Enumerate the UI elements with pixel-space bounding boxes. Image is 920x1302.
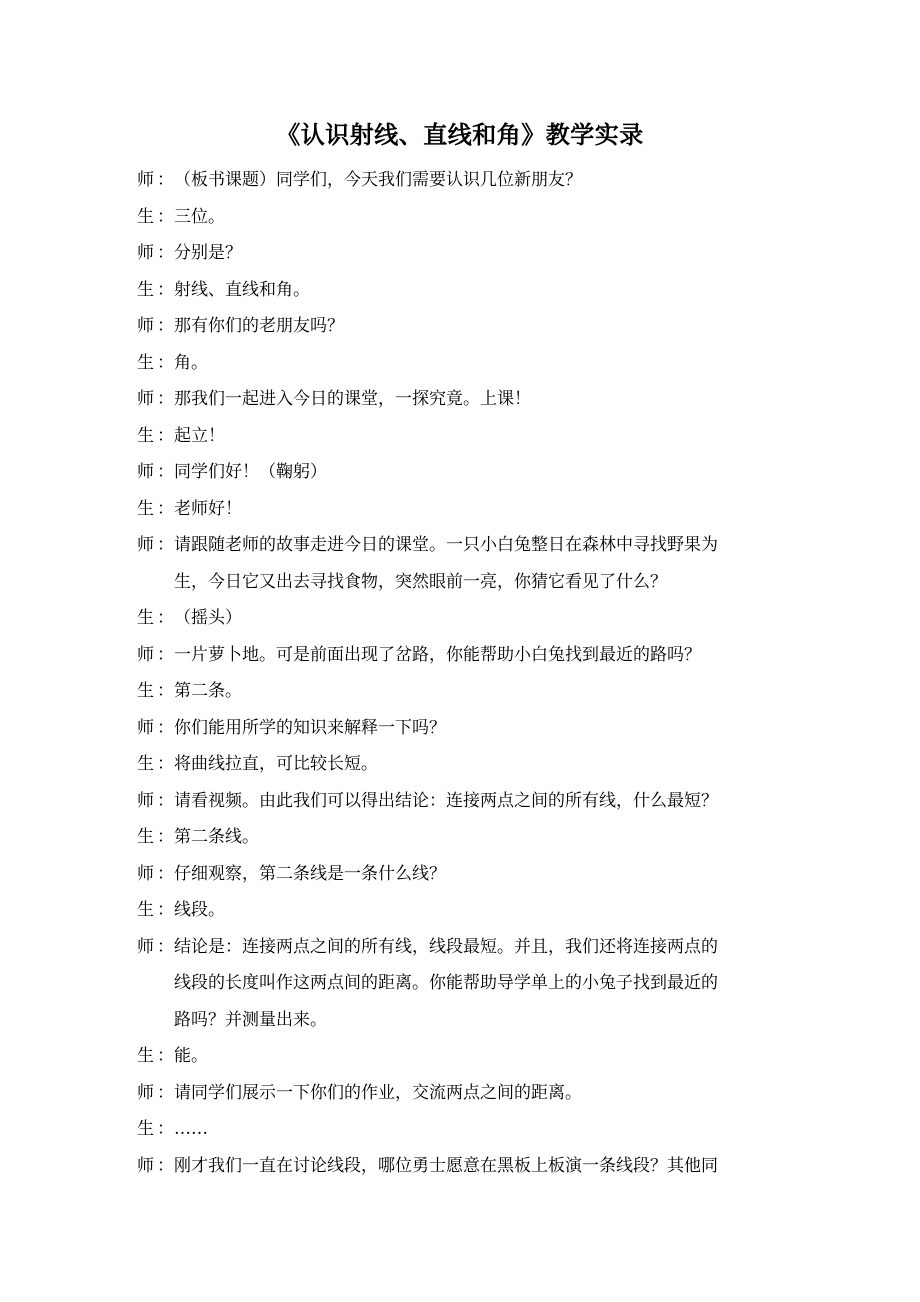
dialogue-line bbox=[137, 746, 777, 783]
utterance-text bbox=[174, 1111, 777, 1148]
utterance-text bbox=[174, 527, 777, 600]
utterance-line: 起立！ bbox=[174, 425, 225, 446]
speaker-colon: ： bbox=[157, 1046, 174, 1066]
dialogue-line bbox=[137, 892, 777, 929]
speaker-colon: ： bbox=[157, 644, 174, 665]
speaker-colon: ： bbox=[157, 352, 174, 373]
speaker-colon: ： bbox=[157, 827, 174, 847]
dialogue-line bbox=[137, 527, 777, 600]
speaker-label: 生 bbox=[137, 681, 154, 701]
speaker-colon: ： bbox=[157, 1082, 174, 1103]
dialogue-body bbox=[137, 162, 777, 1184]
speaker-label: 师 bbox=[137, 936, 154, 957]
utterance-text bbox=[174, 1148, 777, 1185]
utterance-line: 三位。 bbox=[174, 206, 225, 227]
speaker-colon: ： bbox=[157, 279, 174, 300]
speaker-label: 生 bbox=[137, 279, 154, 300]
speaker-label: 师 bbox=[137, 389, 154, 409]
speaker-label: 师 bbox=[137, 316, 154, 336]
utterance-text bbox=[174, 710, 777, 747]
speaker-label: 生 bbox=[137, 827, 154, 847]
dialogue-line bbox=[137, 308, 777, 345]
speaker-label: 生 bbox=[137, 498, 154, 519]
utterance-line: 你们能用所学的知识来解释一下吗？ bbox=[174, 717, 446, 738]
utterance-line: 仔细观察，第二条线是一条什么线？ bbox=[174, 863, 446, 884]
speaker-colon: ： bbox=[157, 462, 174, 482]
speaker-label: 生 bbox=[137, 206, 154, 227]
utterance-line: …… bbox=[174, 1119, 208, 1139]
utterance-line: 将曲线拉直，可比较长短。 bbox=[174, 754, 378, 774]
utterance-line: 第二条。 bbox=[174, 681, 242, 701]
utterance-text bbox=[174, 929, 777, 1039]
speaker-colon: ： bbox=[157, 425, 174, 446]
speaker-colon: ： bbox=[157, 754, 174, 774]
speaker-label: 生 bbox=[137, 1119, 154, 1139]
dialogue-line bbox=[137, 1038, 777, 1075]
speaker-colon: ： bbox=[157, 316, 174, 336]
speaker-label: 生 bbox=[137, 1046, 154, 1066]
speaker-label: 师 bbox=[137, 863, 154, 884]
utterance-line: （板书课题）同学们，今天我们需要认识几位新朋友？ bbox=[174, 170, 582, 190]
dialogue-line bbox=[137, 783, 777, 820]
speaker-colon: ： bbox=[157, 936, 174, 957]
speaker-label: 师 bbox=[137, 1082, 154, 1103]
utterance-text bbox=[174, 345, 777, 382]
utterance-line: 同学们好！（鞠躬） bbox=[174, 462, 327, 482]
utterance-text bbox=[174, 162, 777, 199]
utterance-line: 一片萝卜地。可是前面出现了岔路，你能帮助小白兔找到最近的路吗？ bbox=[174, 644, 701, 665]
utterance-text bbox=[174, 1075, 777, 1112]
dialogue-line bbox=[137, 454, 777, 491]
utterance-text bbox=[174, 454, 777, 491]
utterance-text bbox=[174, 600, 777, 637]
speaker-colon: ： bbox=[157, 717, 174, 738]
utterance-line: 射线、直线和角。 bbox=[174, 279, 310, 300]
speaker-colon: ： bbox=[157, 1119, 174, 1139]
speaker-label: 师 bbox=[137, 790, 154, 811]
utterance-line: 请同学们展示一下你们的作业，交流两点之间的距离。 bbox=[174, 1082, 582, 1103]
speaker-label: 生 bbox=[137, 352, 154, 373]
dialogue-line bbox=[137, 1111, 777, 1148]
dialogue-line bbox=[137, 345, 777, 382]
utterance-line: 分别是？ bbox=[174, 243, 242, 263]
utterance-line: 角。 bbox=[174, 352, 208, 373]
dialogue-line bbox=[137, 929, 777, 1039]
utterance-line: （摇头） bbox=[174, 608, 242, 628]
speaker-label: 师 bbox=[137, 1155, 154, 1176]
utterance-line: 结论是：连接两点之间的所有线，线段最短。并且，我们还将连接两点的 bbox=[174, 936, 718, 957]
dialogue-line bbox=[137, 856, 777, 893]
dialogue-line bbox=[137, 491, 777, 528]
dialogue-line bbox=[137, 199, 777, 236]
dialogue-line bbox=[137, 235, 777, 272]
utterance-text bbox=[174, 856, 777, 893]
utterance-text bbox=[174, 1038, 777, 1075]
speaker-colon: ： bbox=[157, 206, 174, 227]
speaker-colon: ： bbox=[157, 608, 174, 628]
utterance-text bbox=[174, 892, 777, 929]
speaker-colon: ： bbox=[157, 863, 174, 884]
utterance-text bbox=[174, 418, 777, 455]
utterance-text bbox=[174, 819, 777, 856]
dialogue-line bbox=[137, 162, 777, 199]
speaker-label: 师 bbox=[137, 535, 154, 555]
utterance-line: 线段的长度叫作这两点间的距离。你能帮助导学单上的小兔子找到最近的 bbox=[174, 973, 718, 993]
speaker-label: 生 bbox=[137, 754, 154, 774]
speaker-colon: ： bbox=[157, 1155, 174, 1176]
speaker-colon: ： bbox=[157, 535, 174, 555]
speaker-label: 师 bbox=[137, 717, 154, 738]
utterance-line: 第二条线。 bbox=[174, 827, 259, 847]
speaker-colon: ： bbox=[157, 170, 174, 190]
speaker-colon: ： bbox=[157, 681, 174, 701]
utterance-text bbox=[174, 637, 777, 674]
speaker-label: 生 bbox=[137, 900, 154, 920]
utterance-line: 刚才我们一直在讨论线段，哪位勇士愿意在黑板上板演一条线段？其他同 bbox=[174, 1155, 718, 1176]
utterance-text bbox=[174, 783, 777, 820]
utterance-line: 线段。 bbox=[174, 900, 225, 920]
dialogue-line bbox=[137, 1075, 777, 1112]
utterance-text bbox=[174, 746, 777, 783]
dialogue-line bbox=[137, 418, 777, 455]
speaker-colon: ： bbox=[157, 243, 174, 263]
dialogue-line bbox=[137, 710, 777, 747]
speaker-label: 生 bbox=[137, 425, 154, 446]
speaker-label: 生 bbox=[137, 608, 154, 628]
speaker-label: 师 bbox=[137, 462, 154, 482]
speaker-label: 师 bbox=[137, 170, 154, 190]
utterance-text bbox=[174, 272, 777, 309]
dialogue-line bbox=[137, 381, 777, 418]
speaker-colon: ： bbox=[157, 389, 174, 409]
utterance-text bbox=[174, 235, 777, 272]
speaker-colon: ： bbox=[157, 498, 174, 519]
speaker-label: 师 bbox=[137, 243, 154, 263]
utterance-line: 那我们一起进入今日的课堂，一探究竟。上课！ bbox=[174, 389, 531, 409]
utterance-text bbox=[174, 381, 777, 418]
utterance-line: 能。 bbox=[174, 1046, 208, 1066]
utterance-line: 老师好！ bbox=[174, 498, 242, 519]
utterance-line: 生，今日它又出去寻找食物，突然眼前一亮，你猜它看见了什么？ bbox=[174, 571, 667, 592]
dialogue-line bbox=[137, 673, 777, 710]
utterance-text bbox=[174, 199, 777, 236]
dialogue-line bbox=[137, 637, 777, 674]
utterance-line: 那有你们的老朋友吗？ bbox=[174, 316, 344, 336]
dialogue-line bbox=[137, 272, 777, 309]
speaker-colon: ： bbox=[157, 900, 174, 920]
dialogue-line bbox=[137, 600, 777, 637]
utterance-text bbox=[174, 308, 777, 345]
dialogue-line bbox=[137, 819, 777, 856]
utterance-text bbox=[174, 673, 777, 710]
utterance-line: 路吗？并测量出来。 bbox=[174, 1009, 327, 1030]
utterance-text bbox=[174, 491, 777, 528]
utterance-line: 请看视频。由此我们可以得出结论：连接两点之间的所有线，什么最短？ bbox=[174, 790, 718, 811]
page-title: 《认识射线、直线和角》教学实录 bbox=[276, 120, 644, 149]
utterance-line: 请跟随老师的故事走进今日的课堂。一只小白兔整日在森林中寻找野果为 bbox=[174, 535, 718, 555]
speaker-label: 师 bbox=[137, 644, 154, 665]
speaker-colon: ： bbox=[157, 790, 174, 811]
dialogue-line bbox=[137, 1148, 777, 1185]
